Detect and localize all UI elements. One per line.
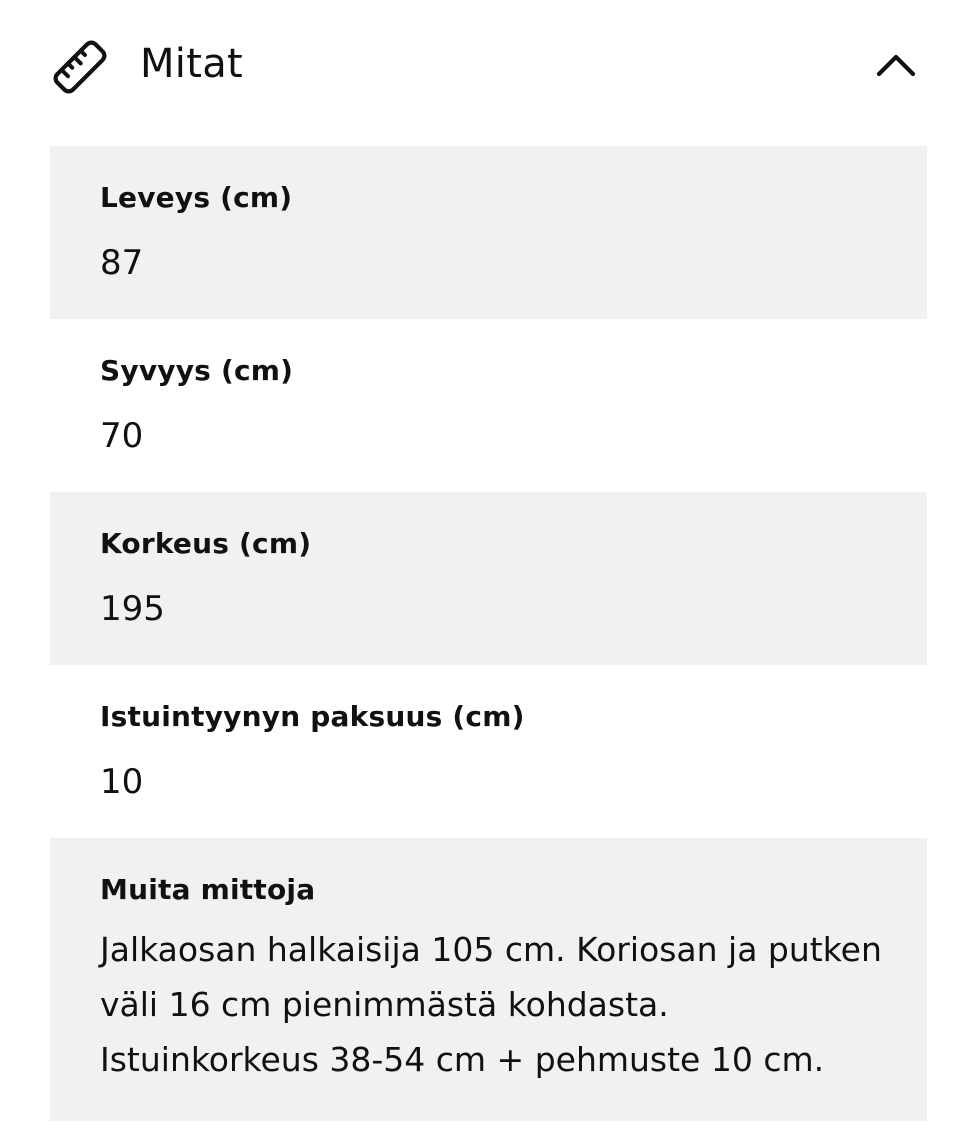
- dimension-value: 10: [100, 762, 144, 802]
- dimension-value: 70: [100, 416, 144, 456]
- dimension-label: Istuintyynyn paksuus (cm): [100, 700, 525, 733]
- dimension-description: Jalkaosan halkaisija 105 cm. Koriosan ja putken väli 16 cm pienimmästä kohdasta. Istuinkorkeus 38-54 cm + pehmuste 10 cm.: [100, 930, 882, 1079]
- dimension-label: Syvyys (cm): [100, 354, 294, 387]
- dimension-label: Korkeus (cm): [100, 527, 312, 560]
- dimension-row-korkeus: [50, 492, 927, 665]
- dimension-row-muita-mittoja: [50, 838, 927, 1121]
- dimensions-list: [50, 146, 927, 1121]
- dimension-label: Muita mittoja: [100, 873, 316, 906]
- dimension-row-istuintyynyn-paksuus: [50, 665, 927, 838]
- dimension-value: 87: [100, 243, 144, 283]
- chevron-up-icon[interactable]: [874, 46, 918, 82]
- dimension-row-syvyys: [50, 319, 927, 492]
- dimension-row-leveys: [50, 146, 927, 319]
- accordion-header-mitat[interactable]: [0, 0, 960, 130]
- accordion-title: Mitat: [140, 41, 244, 87]
- ruler-icon: [50, 37, 110, 97]
- dimension-value: 195: [100, 589, 165, 629]
- dimension-label: Leveys (cm): [100, 181, 293, 214]
